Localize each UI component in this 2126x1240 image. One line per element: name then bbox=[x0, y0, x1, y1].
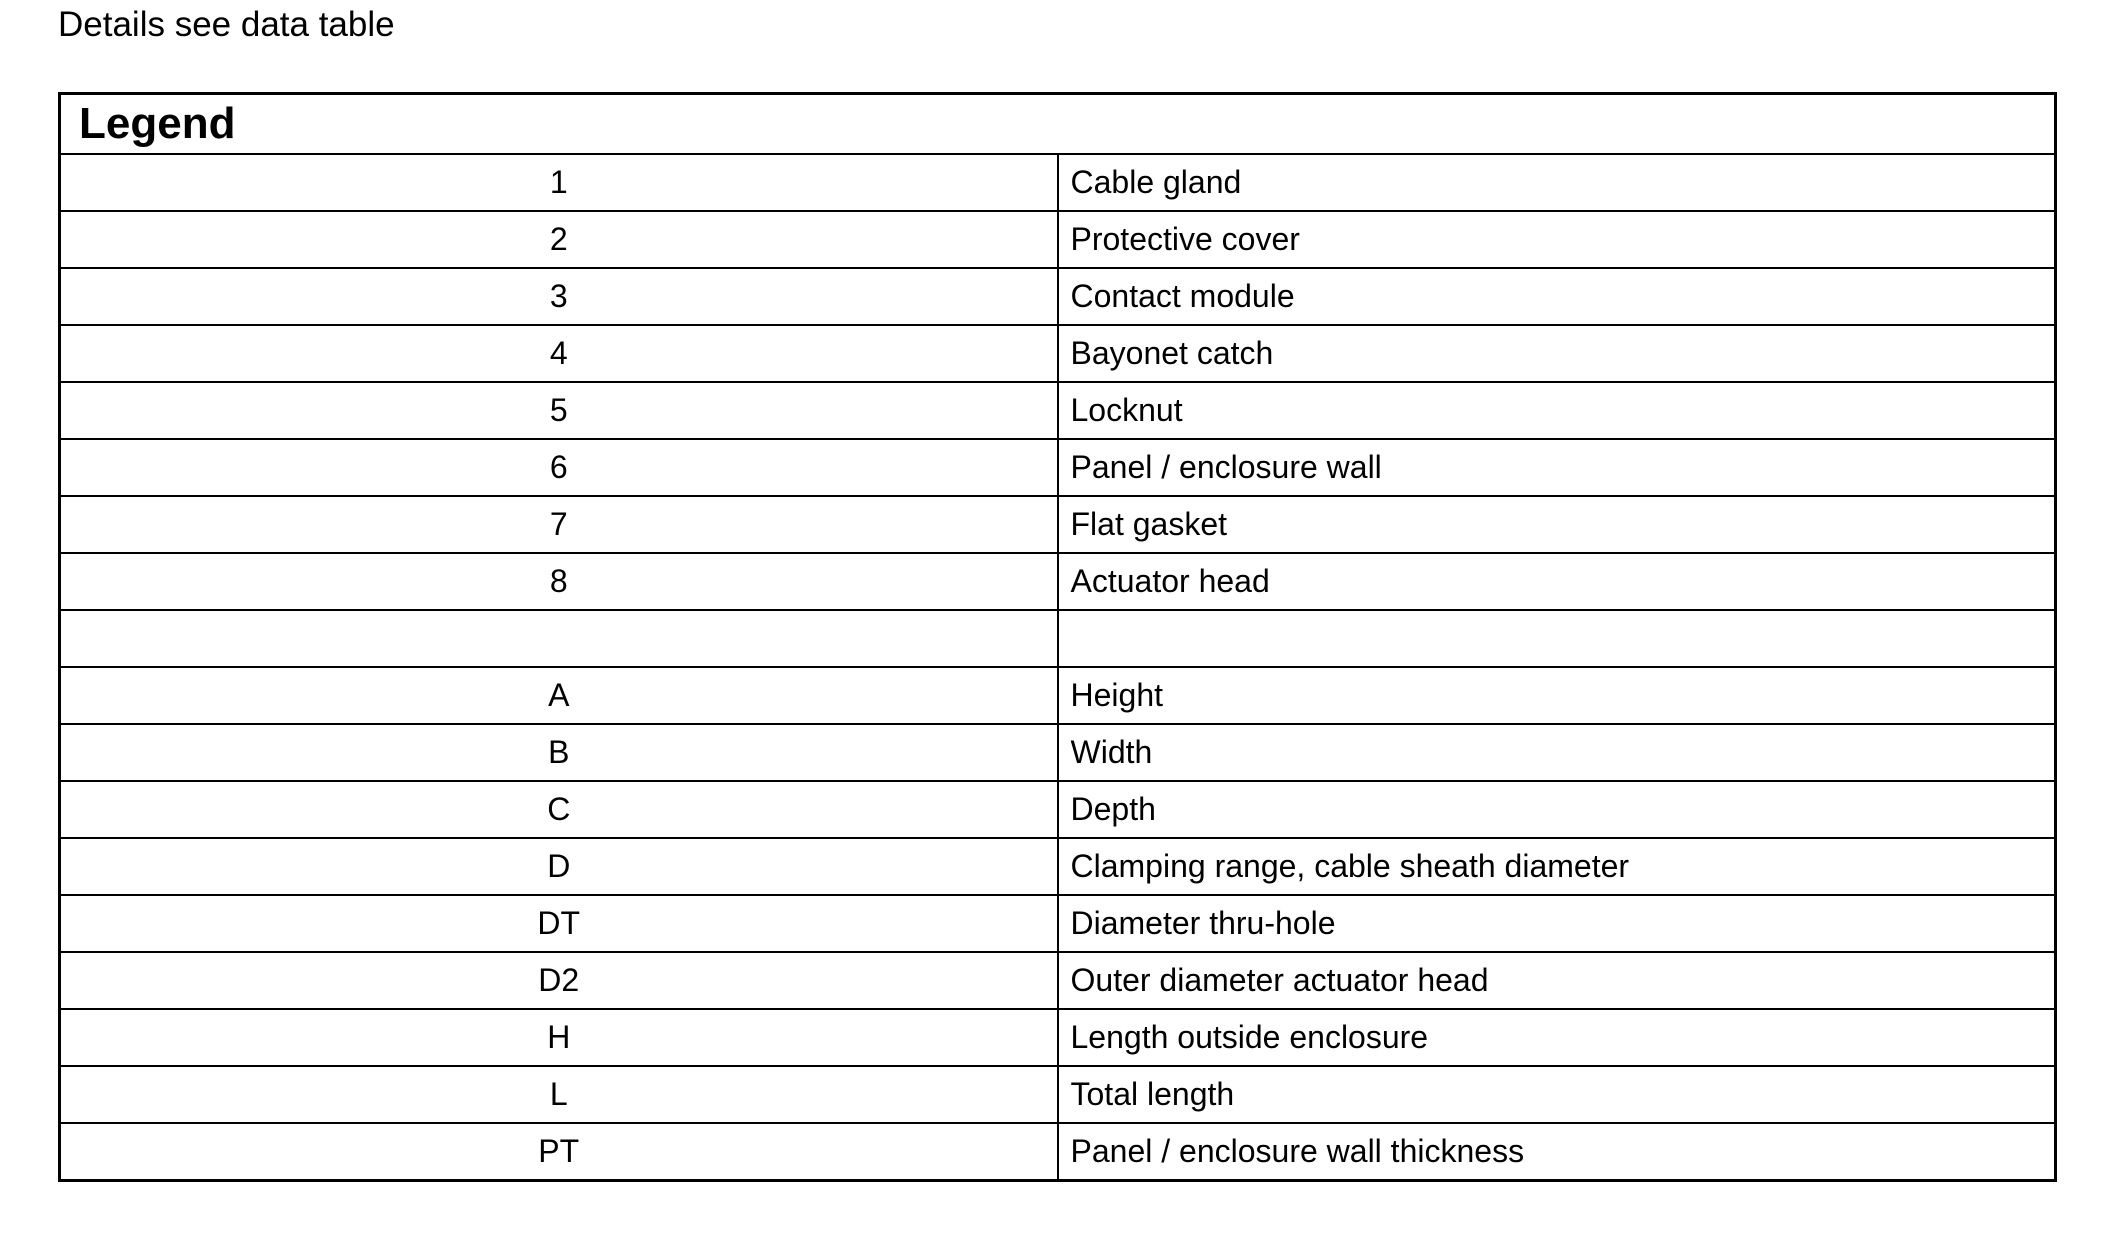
table-row bbox=[60, 838, 2056, 895]
row-label: Contact module bbox=[1058, 268, 2056, 325]
row-label: Clamping range, cable sheath diameter bbox=[1058, 838, 2056, 895]
row-key: C bbox=[60, 781, 1058, 838]
legend-table-title: Legend bbox=[60, 94, 2056, 155]
row-key: A bbox=[60, 667, 1058, 724]
row-key: DT bbox=[60, 895, 1058, 952]
row-label: Bayonet catch bbox=[1058, 325, 2056, 382]
row-label: Cable gland bbox=[1058, 154, 2056, 211]
row-key: 4 bbox=[60, 325, 1058, 382]
row-key: PT bbox=[60, 1123, 1058, 1180]
row-key: D bbox=[60, 838, 1058, 895]
row-key: L bbox=[60, 1066, 1058, 1123]
legend-table bbox=[58, 92, 2057, 1182]
table-row bbox=[60, 724, 2056, 781]
legend-header-row bbox=[60, 94, 2056, 155]
table-row bbox=[60, 496, 2056, 553]
row-key: 7 bbox=[60, 496, 1058, 553]
row-label bbox=[1058, 610, 2056, 667]
table-row bbox=[60, 781, 2056, 838]
row-label: Total length bbox=[1058, 1066, 2056, 1123]
row-key: 1 bbox=[60, 154, 1058, 211]
table-row bbox=[60, 895, 2056, 952]
row-label: Protective cover bbox=[1058, 211, 2056, 268]
row-key: 3 bbox=[60, 268, 1058, 325]
table-row bbox=[60, 382, 2056, 439]
row-label: Outer diameter actuator head bbox=[1058, 952, 2056, 1009]
table-row bbox=[60, 439, 2056, 496]
row-key: 8 bbox=[60, 553, 1058, 610]
row-key bbox=[60, 610, 1058, 667]
table-row bbox=[60, 154, 2056, 211]
row-key: H bbox=[60, 1009, 1058, 1066]
row-key: 6 bbox=[60, 439, 1058, 496]
row-label: Flat gasket bbox=[1058, 496, 2056, 553]
table-row bbox=[60, 553, 2056, 610]
table-row bbox=[60, 1066, 2056, 1123]
row-label: Width bbox=[1058, 724, 2056, 781]
row-label: Height bbox=[1058, 667, 2056, 724]
details-note: Details see data table bbox=[58, 5, 395, 44]
row-label: Diameter thru-hole bbox=[1058, 895, 2056, 952]
row-key: B bbox=[60, 724, 1058, 781]
table-row bbox=[60, 952, 2056, 1009]
row-key: D2 bbox=[60, 952, 1058, 1009]
table-row bbox=[60, 1009, 2056, 1066]
row-label: Locknut bbox=[1058, 382, 2056, 439]
table-row-spacer bbox=[60, 610, 2056, 667]
table-row bbox=[60, 268, 2056, 325]
row-label: Actuator head bbox=[1058, 553, 2056, 610]
table-row bbox=[60, 325, 2056, 382]
row-label: Length outside enclosure bbox=[1058, 1009, 2056, 1066]
row-label: Panel / enclosure wall bbox=[1058, 439, 2056, 496]
table-row bbox=[60, 211, 2056, 268]
row-label: Depth bbox=[1058, 781, 2056, 838]
row-key: 2 bbox=[60, 211, 1058, 268]
table-row bbox=[60, 667, 2056, 724]
row-label: Panel / enclosure wall thickness bbox=[1058, 1123, 2056, 1180]
row-key: 5 bbox=[60, 382, 1058, 439]
table-row bbox=[60, 1123, 2056, 1180]
